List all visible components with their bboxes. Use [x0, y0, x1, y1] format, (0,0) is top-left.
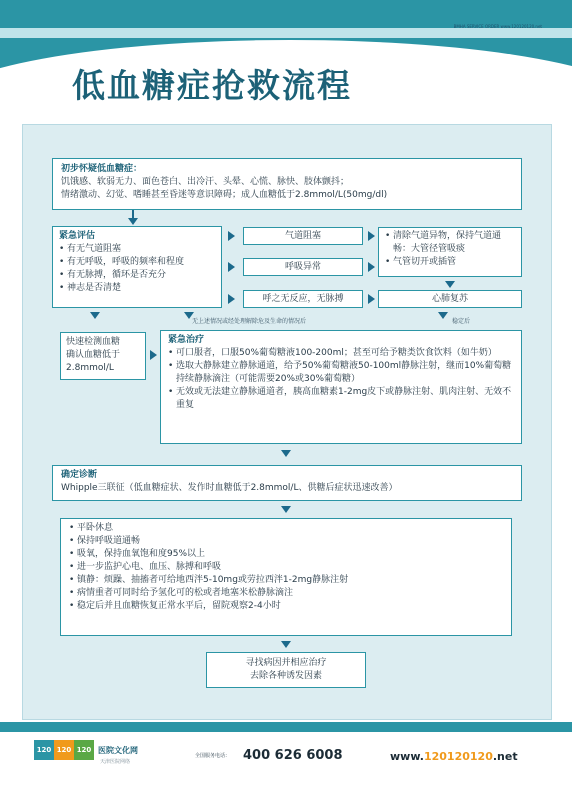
finding-label: 呼吸异常 — [284, 262, 321, 272]
care-item: • 病情重者可同时给予氢化可的松或者地塞米松静脉滴注 — [69, 587, 503, 600]
final-line: 寻找病因并相应治疗 — [245, 658, 327, 668]
final-line: 去除各种诱发因素 — [249, 671, 322, 681]
arrow-right-7 — [150, 350, 157, 360]
page-title: 低血糖症抢救流程 — [72, 66, 352, 105]
airway-action-item: • 气管切开或插管 — [385, 256, 515, 269]
assessment-heading: 紧急评估 — [59, 231, 96, 241]
site-prefix: www. — [390, 750, 424, 763]
site-suffix: .net — [492, 750, 518, 763]
assessment-item: • 有无气道阻塞 — [59, 243, 215, 256]
arrow-right-3 — [228, 294, 235, 304]
quick-test-line: 确认血糖低于 — [66, 350, 121, 360]
quick-test-line: 快速检测血糖 — [66, 337, 121, 347]
site-number: 120120120 — [423, 750, 493, 763]
arrow-right-5 — [368, 262, 375, 272]
arrow-down-2 — [90, 312, 100, 319]
arrow-right-6 — [368, 294, 375, 304]
hotline-label: 全国服务电话： — [195, 753, 231, 759]
assessment-item: • 神志是否清楚 — [59, 282, 215, 295]
care-item: • 平卧休息 — [69, 522, 503, 535]
initial-suspicion-box — [52, 158, 522, 210]
diagnosis-box — [52, 465, 522, 501]
airway-action-item: • 清除气道异物，保持气道通畅：大管径管吸痰 — [385, 230, 515, 256]
initial-line-2: 情绪激动、幻觉、嗜睡甚至昏迷等意识障碍；成人血糖低于2.8mmol/L(50mg/dl) — [61, 190, 388, 200]
arrow-down-cpr — [445, 281, 455, 288]
treatment-item: • 无效或无法建立静脉通道者，胰高血糖素1-2mg皮下或静脉注射、肌肉注射、无效不重复 — [168, 386, 514, 412]
quick-glucose-test-box — [60, 332, 146, 380]
header-stripe — [0, 28, 572, 38]
treatment-heading: 紧急治疗 — [168, 335, 205, 345]
assessment-item: • 有无呼吸，呼吸的频率和程度 — [59, 256, 215, 269]
care-item: • 镇静：烦躁、抽搐者可给地西泮5-10mg或劳拉西泮1-2mg静脉注射 — [69, 574, 503, 587]
arrow-down-1 — [128, 218, 138, 225]
finding-airway-obstruction — [243, 227, 363, 245]
hotline-number: 400 626 6008 — [243, 748, 343, 763]
supportive-care-box — [60, 518, 512, 636]
quick-test-line: 2.8mmol/L — [66, 363, 114, 373]
finding-no-response — [243, 290, 363, 308]
brand-name: 医院文化网 — [98, 746, 138, 755]
emergency-treatment-box — [160, 330, 522, 444]
top-tag: BMHA SERVICE ORDER www.120120120.net — [453, 24, 542, 29]
diagnosis-heading: 确定诊断 — [61, 470, 98, 480]
assessment-box — [52, 226, 222, 308]
arrow-down-4 — [438, 312, 448, 319]
care-item: • 吸氧，保持血氧饱和度95%以上 — [69, 548, 503, 561]
care-item: • 保持呼吸道通畅 — [69, 535, 503, 548]
treatment-item: • 选取大静脉建立静脉通道，给予50%葡萄糖液50-100ml静脉注射，继而10%葡萄糖持续静脉滴注（可能需要20%或30%葡萄糖） — [168, 360, 514, 386]
arrow-down-6 — [281, 506, 291, 513]
arrow-right-1 — [228, 231, 235, 241]
care-item: • 进一步监护心电、血压、脉搏和呼吸 — [69, 561, 503, 574]
diagnosis-text: Whipple三联征（低血糖症状、发作时血糖低于2.8mmol/L、供糖后症状迅速改善） — [61, 483, 398, 493]
arrow-down-7 — [281, 641, 291, 648]
cpr-label: 心肺复苏 — [431, 294, 468, 304]
note-right: 稳定后 — [452, 318, 471, 325]
cpr-box — [378, 290, 522, 308]
initial-heading: 初步怀疑低血糖症： — [61, 164, 143, 174]
logo-block: 120 — [74, 740, 94, 760]
logo-block: 120 — [34, 740, 54, 760]
website — [390, 750, 518, 763]
arrow-down-5 — [281, 450, 291, 457]
airway-action-box — [378, 227, 522, 277]
assessment-item: • 有无脉搏，循环是否充分 — [59, 269, 215, 282]
logo-block: 120 — [54, 740, 74, 760]
treatment-item: • 可口服者，口服50%葡萄糖液100-200ml；甚至可给予糖类饮食饮料（如牛奶） — [168, 347, 514, 360]
footer-band — [0, 722, 572, 732]
finding-breathing-abnormal — [243, 258, 363, 276]
initial-line-1: 饥饿感、软弱无力、面色苍白、出冷汗、头晕、心慌、脉快、肢体颤抖； — [61, 177, 350, 187]
finding-label: 气道阻塞 — [284, 231, 321, 241]
finding-label: 呼之无反应，无脉搏 — [262, 294, 344, 304]
note-left: 无上述情况或经处理解除危及生命的情况后 — [192, 318, 307, 325]
arrow-right-2 — [228, 262, 235, 272]
logo — [34, 740, 94, 760]
final-step-box — [206, 652, 366, 688]
brand-subtitle: 天津医院网络 — [100, 759, 131, 765]
care-item: • 稳定后并且血糖恢复正常水平后，留院观察2-4小时 — [69, 600, 503, 613]
arrow-right-4 — [368, 231, 375, 241]
